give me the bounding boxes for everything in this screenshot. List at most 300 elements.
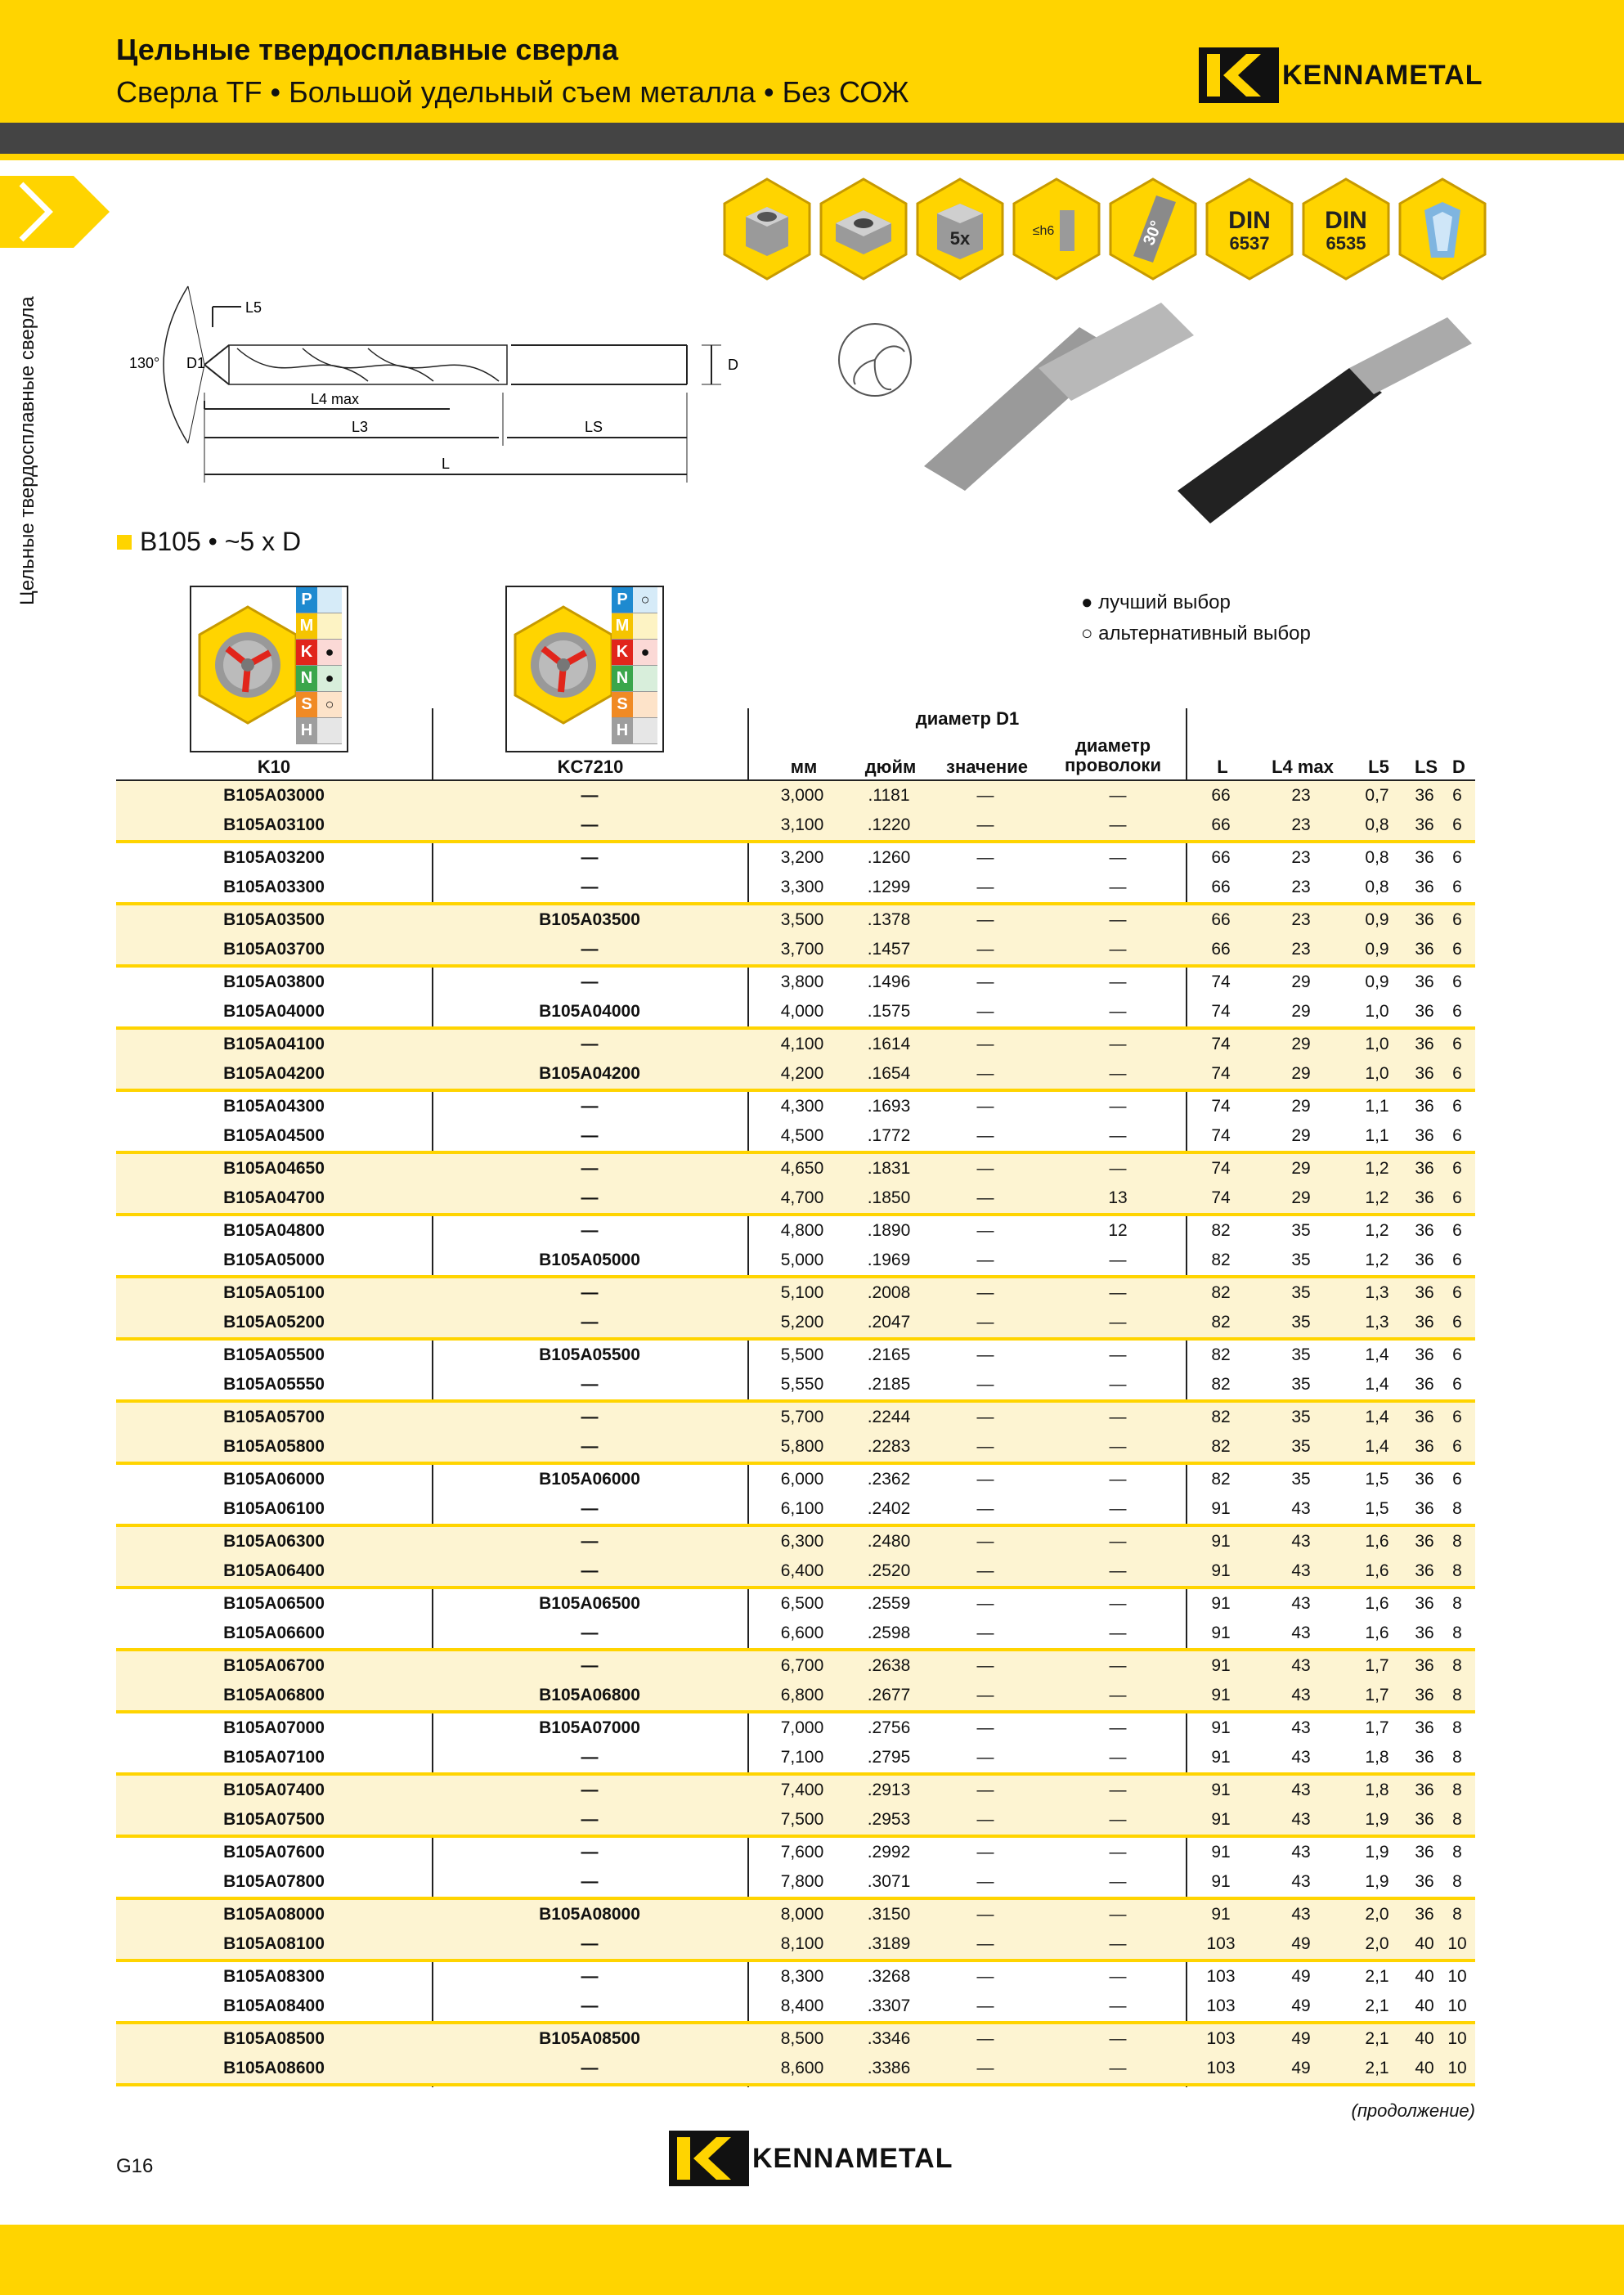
table-row (116, 1867, 1475, 1897)
wire-diameter: — (1109, 815, 1127, 834)
length-L: 103 (1206, 2029, 1236, 2048)
diameter-D: 6 (1452, 1408, 1462, 1426)
diameter-mm: 4,500 (780, 1126, 824, 1145)
din-number: 6535 (1326, 233, 1366, 254)
row-group (116, 1092, 1475, 1154)
kennametal-logo (1199, 47, 1483, 103)
drill-section-hex-icon (195, 604, 301, 726)
diameter-mm: 3,300 (780, 878, 824, 896)
table-row (116, 1992, 1475, 2021)
section-title-text: B105 • ~5 x D (140, 527, 302, 556)
length-L4: 43 (1291, 1781, 1311, 1799)
diameter-inch: .1260 (867, 848, 911, 867)
diameter-inch: .2283 (867, 1437, 911, 1456)
value: — (976, 1624, 994, 1642)
diameter-inch: .2953 (867, 1810, 911, 1829)
value: — (976, 1002, 994, 1021)
kc7210-code: — (581, 1126, 599, 1145)
length-L5: 2,1 (1365, 1967, 1389, 1986)
length-L4: 29 (1291, 1064, 1311, 1083)
length-L: 91 (1211, 1872, 1231, 1891)
diameter-mm: 3,800 (780, 972, 824, 991)
length-L: 82 (1211, 1408, 1231, 1426)
value: — (976, 1810, 994, 1829)
drill-product-photos (826, 303, 1505, 548)
l4-label: L4 max (311, 391, 360, 407)
length-L5: 1,2 (1365, 1251, 1389, 1269)
length-L5: 1,6 (1365, 1594, 1389, 1613)
length-L4: 35 (1291, 1251, 1311, 1269)
wire-diameter: — (1109, 1686, 1127, 1704)
value: — (976, 1532, 994, 1551)
k10-code: B105A05000 (223, 1251, 325, 1269)
wire-diameter: 13 (1108, 1188, 1128, 1207)
wire-diameter: — (1109, 786, 1127, 805)
kc7210-code: B105A04000 (539, 1002, 640, 1021)
length-LS: 36 (1415, 1532, 1434, 1551)
k10-code: B105A04200 (223, 1064, 325, 1083)
wire-diameter: — (1109, 940, 1127, 959)
continued-note: (продолжение) (1351, 2100, 1475, 2121)
diameter-D: 6 (1452, 972, 1462, 991)
k10-code: B105A07800 (223, 1872, 325, 1891)
diameter-mm: 4,300 (780, 1097, 824, 1116)
wire-diameter: — (1109, 2059, 1127, 2077)
length-LS: 36 (1415, 910, 1434, 929)
diameter-mm: 6,700 (780, 1656, 824, 1675)
row-group (116, 781, 1475, 843)
length-L: 74 (1211, 1159, 1231, 1178)
diameter-mm: 7,600 (780, 1843, 824, 1862)
drill-black-image (1178, 368, 1382, 523)
footer-yellow-band (0, 2225, 1624, 2295)
length-L5: 2,1 (1365, 2059, 1389, 2077)
diameter-mm: 7,100 (780, 1748, 824, 1767)
length-L4: 23 (1291, 815, 1311, 834)
blind-hole-icon (721, 177, 813, 281)
table-row (116, 1619, 1475, 1648)
wire-diameter: — (1109, 1470, 1127, 1489)
kc7210-code: — (581, 1843, 599, 1862)
kc7210-code: — (581, 1561, 599, 1580)
wire-diameter: — (1109, 1097, 1127, 1116)
diameter-D: 6 (1452, 1159, 1462, 1178)
length-LS: 36 (1415, 1188, 1434, 1207)
wire-diameter: — (1109, 1810, 1127, 1829)
length-L5: 1,6 (1365, 1624, 1389, 1642)
length-L: 74 (1211, 1126, 1231, 1145)
kc7210-code: — (581, 1437, 599, 1456)
wire-diameter: — (1109, 1437, 1127, 1456)
wire-diameter: — (1109, 878, 1127, 896)
shank-label: ≤h6 (1032, 224, 1055, 238)
value: — (976, 1686, 994, 1704)
wire-diameter: — (1109, 1843, 1127, 1862)
diameter-mm: 3,200 (780, 848, 824, 867)
value: — (976, 815, 994, 834)
material-letter: M (296, 613, 317, 639)
wire-diameter: — (1109, 848, 1127, 867)
length-LS: 40 (1415, 2029, 1434, 2048)
length-LS: 36 (1415, 1159, 1434, 1178)
table-row (116, 1962, 1475, 1992)
length-L4: 23 (1291, 940, 1311, 959)
kc7210-code: — (581, 1313, 599, 1332)
material-list-k10 (296, 587, 342, 744)
length-L4: 43 (1291, 1748, 1311, 1767)
side-section-label: Цельные твердосплавные сверла (16, 296, 38, 605)
material-rating: ○ (633, 587, 657, 613)
length-LS: 36 (1415, 1872, 1434, 1891)
diameter-inch: .2520 (867, 1561, 911, 1580)
value: — (976, 786, 994, 805)
table-row (116, 1713, 1475, 1743)
length-L5: 1,0 (1365, 1064, 1389, 1083)
diameter-D: 8 (1452, 1872, 1462, 1891)
length-L4: 49 (1291, 2059, 1311, 2077)
table-row (116, 1154, 1475, 1183)
table-row (116, 873, 1475, 902)
kc7210-code: — (581, 1283, 599, 1302)
k10-code: B105A04500 (223, 1126, 325, 1145)
row-group (116, 1527, 1475, 1589)
length-L5: 1,3 (1365, 1283, 1389, 1302)
length-LS: 36 (1415, 1686, 1434, 1704)
row-group (116, 1838, 1475, 1900)
k10-code: B105A06800 (223, 1686, 325, 1704)
value: — (976, 910, 994, 929)
diameter-mm: 4,200 (780, 1064, 824, 1083)
diameter-D: 8 (1452, 1748, 1462, 1767)
row-group (116, 1713, 1475, 1776)
material-rating (633, 613, 657, 639)
5x-depth-icon (914, 177, 1006, 281)
length-LS: 40 (1415, 2059, 1434, 2077)
wire-diameter: — (1109, 1561, 1127, 1580)
diameter-D: 6 (1452, 1345, 1462, 1364)
material-letter: N (612, 666, 633, 691)
drill-spec-table (116, 781, 1475, 2086)
length-L4: 35 (1291, 1408, 1311, 1426)
diameter-D: 10 (1447, 1996, 1467, 2015)
wire-diameter: — (1109, 1283, 1127, 1302)
chevron-tab-icon (0, 176, 110, 248)
value: — (976, 1345, 994, 1364)
kc7210-code: — (581, 1934, 599, 1953)
table-row (116, 1341, 1475, 1370)
header-dark-band (0, 123, 1624, 154)
length-L: 82 (1211, 1283, 1231, 1302)
diameter-D: 8 (1452, 1656, 1462, 1675)
length-LS: 36 (1415, 1313, 1434, 1332)
length-L5: 1,4 (1365, 1408, 1389, 1426)
k10-code: B105A03000 (223, 786, 325, 805)
wire-diameter: — (1109, 1499, 1127, 1518)
kc7210-code: — (581, 1221, 599, 1240)
diameter-inch: .2244 (867, 1408, 911, 1426)
diameter-mm: 6,800 (780, 1686, 824, 1704)
row-group (116, 1776, 1475, 1838)
wire-diameter: — (1109, 1159, 1127, 1178)
diameter-inch: .1969 (867, 1251, 911, 1269)
kc7210-code: B105A08000 (539, 1905, 640, 1924)
diameter-inch: .1220 (867, 815, 911, 834)
table-row (116, 905, 1475, 935)
diameter-D: 6 (1452, 1002, 1462, 1021)
length-L: 66 (1211, 940, 1231, 959)
wire-diameter: — (1109, 1872, 1127, 1891)
length-L4: 49 (1291, 1934, 1311, 1953)
kc7210-code: — (581, 1159, 599, 1178)
diameter-D: 6 (1452, 1251, 1462, 1269)
length-L: 66 (1211, 815, 1231, 834)
value: — (976, 1159, 994, 1178)
length-L5: 2,0 (1365, 1934, 1389, 1953)
length-L5: 1,8 (1365, 1748, 1389, 1767)
k10-code: B105A03500 (223, 910, 325, 929)
k10-code: B105A05100 (223, 1283, 325, 1302)
length-LS: 36 (1415, 972, 1434, 991)
diameter-inch: .3189 (867, 1934, 911, 1953)
k10-code: B105A06100 (223, 1499, 325, 1518)
diameter-mm: 4,000 (780, 1002, 824, 1021)
length-L: 103 (1206, 2059, 1236, 2077)
diameter-mm: 4,100 (780, 1035, 824, 1053)
length-LS: 36 (1415, 1035, 1434, 1053)
k10-code: B105A08400 (223, 1996, 325, 2015)
material-list-kc7210 (612, 587, 657, 744)
table-row (116, 1030, 1475, 1059)
length-LS: 36 (1415, 1345, 1434, 1364)
k10-code: B105A04300 (223, 1097, 325, 1116)
material-rating (633, 692, 657, 717)
length-L: 91 (1211, 1532, 1231, 1551)
length-L: 91 (1211, 1810, 1231, 1829)
length-L4: 23 (1291, 848, 1311, 867)
row-group (116, 905, 1475, 968)
table-row (116, 1494, 1475, 1524)
row-group (116, 1962, 1475, 2024)
value: — (976, 1437, 994, 1456)
value: — (976, 2029, 994, 2048)
length-L4: 35 (1291, 1375, 1311, 1394)
length-L4: 35 (1291, 1221, 1311, 1240)
length-L: 74 (1211, 1002, 1231, 1021)
value: — (976, 1313, 994, 1332)
kc7210-code: — (581, 1996, 599, 2015)
diameter-D: 6 (1452, 1283, 1462, 1302)
diameter-D: 8 (1452, 1594, 1462, 1613)
diameter-mm: 6,500 (780, 1594, 824, 1613)
din-6537-icon (1204, 177, 1295, 281)
length-LS: 36 (1415, 1594, 1434, 1613)
length-L5: 1,4 (1365, 1437, 1389, 1456)
diameter-inch: .1831 (867, 1159, 911, 1178)
through-hole-icon (818, 177, 909, 281)
table-row (116, 1776, 1475, 1805)
kc7210-code: — (581, 848, 599, 867)
wire-diameter: — (1109, 1126, 1127, 1145)
length-L: 82 (1211, 1313, 1231, 1332)
length-L5: 1,9 (1365, 1843, 1389, 1862)
length-LS: 36 (1415, 1064, 1434, 1083)
k10-code: B105A07400 (223, 1781, 325, 1799)
diameter-inch: .2008 (867, 1283, 911, 1302)
table-row (116, 1432, 1475, 1462)
length-L5: 0,8 (1365, 848, 1389, 867)
diameter-mm: 7,400 (780, 1781, 824, 1799)
wire-diameter: — (1109, 1064, 1127, 1083)
length-L: 91 (1211, 1594, 1231, 1613)
diameter-mm: 3,000 (780, 786, 824, 805)
column-header-kc7210: KC7210 (557, 757, 624, 777)
wire-diameter: — (1109, 1035, 1127, 1053)
diameter-D: 10 (1447, 1967, 1467, 1986)
depth-label: 5x (949, 228, 971, 249)
diameter-D: 6 (1452, 910, 1462, 929)
table-row (116, 1900, 1475, 1929)
table-row (116, 1651, 1475, 1681)
length-L4: 35 (1291, 1470, 1311, 1489)
length-LS: 36 (1415, 1561, 1434, 1580)
kc7210-code: B105A06800 (539, 1686, 640, 1704)
length-LS: 36 (1415, 1283, 1434, 1302)
diameter-mm: 6,100 (780, 1499, 824, 1518)
length-L4: 43 (1291, 1718, 1311, 1737)
length-L5: 1,6 (1365, 1561, 1389, 1580)
table-row (116, 1403, 1475, 1432)
diameter-inch: .1654 (867, 1064, 911, 1083)
length-L: 82 (1211, 1251, 1231, 1269)
diameter-mm: 6,600 (780, 1624, 824, 1642)
column-header-L5: L5 (1368, 757, 1389, 777)
length-L4: 43 (1291, 1561, 1311, 1580)
material-rating (317, 718, 342, 743)
wire-diameter: — (1109, 1345, 1127, 1364)
length-L: 91 (1211, 1905, 1231, 1924)
din-label: DIN (1325, 207, 1367, 234)
length-L4: 43 (1291, 1499, 1311, 1518)
length-L5: 1,1 (1365, 1097, 1389, 1116)
length-L5: 1,2 (1365, 1188, 1389, 1207)
length-LS: 36 (1415, 1624, 1434, 1642)
length-L4: 49 (1291, 2029, 1311, 2048)
table-row (116, 1743, 1475, 1772)
table-row (116, 843, 1475, 873)
diameter-D: 6 (1452, 878, 1462, 896)
k10-code: B105A06300 (223, 1532, 325, 1551)
length-L5: 2,1 (1365, 1996, 1389, 2015)
length-L: 66 (1211, 848, 1231, 867)
legend-best-choice: ● лучший выбор (1081, 591, 1231, 613)
length-L4: 43 (1291, 1905, 1311, 1924)
l-label: L (442, 456, 451, 472)
diameter-inch: .2598 (867, 1624, 911, 1642)
length-L5: 1,0 (1365, 1002, 1389, 1021)
value: — (976, 1843, 994, 1862)
length-L5: 2,0 (1365, 1905, 1389, 1924)
length-L5: 1,9 (1365, 1872, 1389, 1891)
k10-code: B105A08000 (223, 1905, 325, 1924)
k10-code: B105A05800 (223, 1437, 325, 1456)
length-L5: 0,9 (1365, 910, 1389, 929)
value: — (976, 1470, 994, 1489)
d-label: D (728, 357, 738, 373)
length-L5: 1,7 (1365, 1656, 1389, 1675)
row-group (116, 1341, 1475, 1403)
length-L5: 1,6 (1365, 1532, 1389, 1551)
k10-code: B105A06000 (223, 1470, 325, 1489)
diameter-inch: .3150 (867, 1905, 911, 1924)
k10-code: B105A04700 (223, 1188, 325, 1207)
diameter-D: 6 (1452, 1470, 1462, 1489)
wire-diameter: — (1109, 1996, 1127, 2015)
length-LS: 36 (1415, 1470, 1434, 1489)
wire-diameter: — (1109, 1313, 1127, 1332)
diameter-mm: 4,800 (780, 1221, 824, 1240)
length-L: 82 (1211, 1345, 1231, 1364)
length-L4: 43 (1291, 1532, 1311, 1551)
length-LS: 36 (1415, 1656, 1434, 1675)
table-row (116, 2054, 1475, 2083)
diameter-inch: .2185 (867, 1375, 911, 1394)
diameter-D: 6 (1452, 1375, 1462, 1394)
diameter-mm: 8,600 (780, 2059, 824, 2077)
diameter-inch: .2480 (867, 1532, 911, 1551)
diameter-D: 8 (1452, 1810, 1462, 1829)
diameter-inch: .2677 (867, 1686, 911, 1704)
diameter-D: 10 (1447, 2059, 1467, 2077)
kc7210-code: — (581, 1748, 599, 1767)
diameter-mm: 5,500 (780, 1345, 824, 1364)
wire-diameter: — (1109, 2029, 1127, 2048)
row-group (116, 1465, 1475, 1527)
din-label: DIN (1228, 207, 1271, 234)
diameter-inch: .2638 (867, 1656, 911, 1675)
length-L5: 1,4 (1365, 1345, 1389, 1364)
wire-diameter: — (1109, 972, 1127, 991)
diameter-D: 6 (1452, 786, 1462, 805)
table-row (116, 1059, 1475, 1089)
wire-diameter: — (1109, 1656, 1127, 1675)
length-L4: 43 (1291, 1686, 1311, 1704)
length-LS: 36 (1415, 1843, 1434, 1862)
length-LS: 36 (1415, 1408, 1434, 1426)
kc7210-code: — (581, 1781, 599, 1799)
table-row (116, 1308, 1475, 1337)
wire-diameter: 12 (1108, 1221, 1128, 1240)
diameter-mm: 5,100 (780, 1283, 824, 1302)
row-group (116, 843, 1475, 905)
table-row (116, 2024, 1475, 2054)
value: — (976, 878, 994, 896)
kc7210-code: B105A07000 (539, 1718, 640, 1737)
length-L: 74 (1211, 1035, 1231, 1053)
column-header-L: L (1217, 757, 1228, 777)
table-row (116, 1246, 1475, 1275)
diameter-inch: .2402 (867, 1499, 911, 1518)
diameter-inch: .1496 (867, 972, 911, 991)
value: — (976, 1375, 994, 1394)
column-header-wire-diameter: диаметр проволоки (1065, 735, 1161, 775)
k10-code: B105A04000 (223, 1002, 325, 1021)
wire-diameter: — (1109, 1624, 1127, 1642)
value: — (976, 1748, 994, 1767)
wire-diameter: — (1109, 1251, 1127, 1269)
diameter-inch: .2047 (867, 1313, 911, 1332)
kc7210-code: — (581, 1872, 599, 1891)
length-L5: 1,5 (1365, 1470, 1389, 1489)
